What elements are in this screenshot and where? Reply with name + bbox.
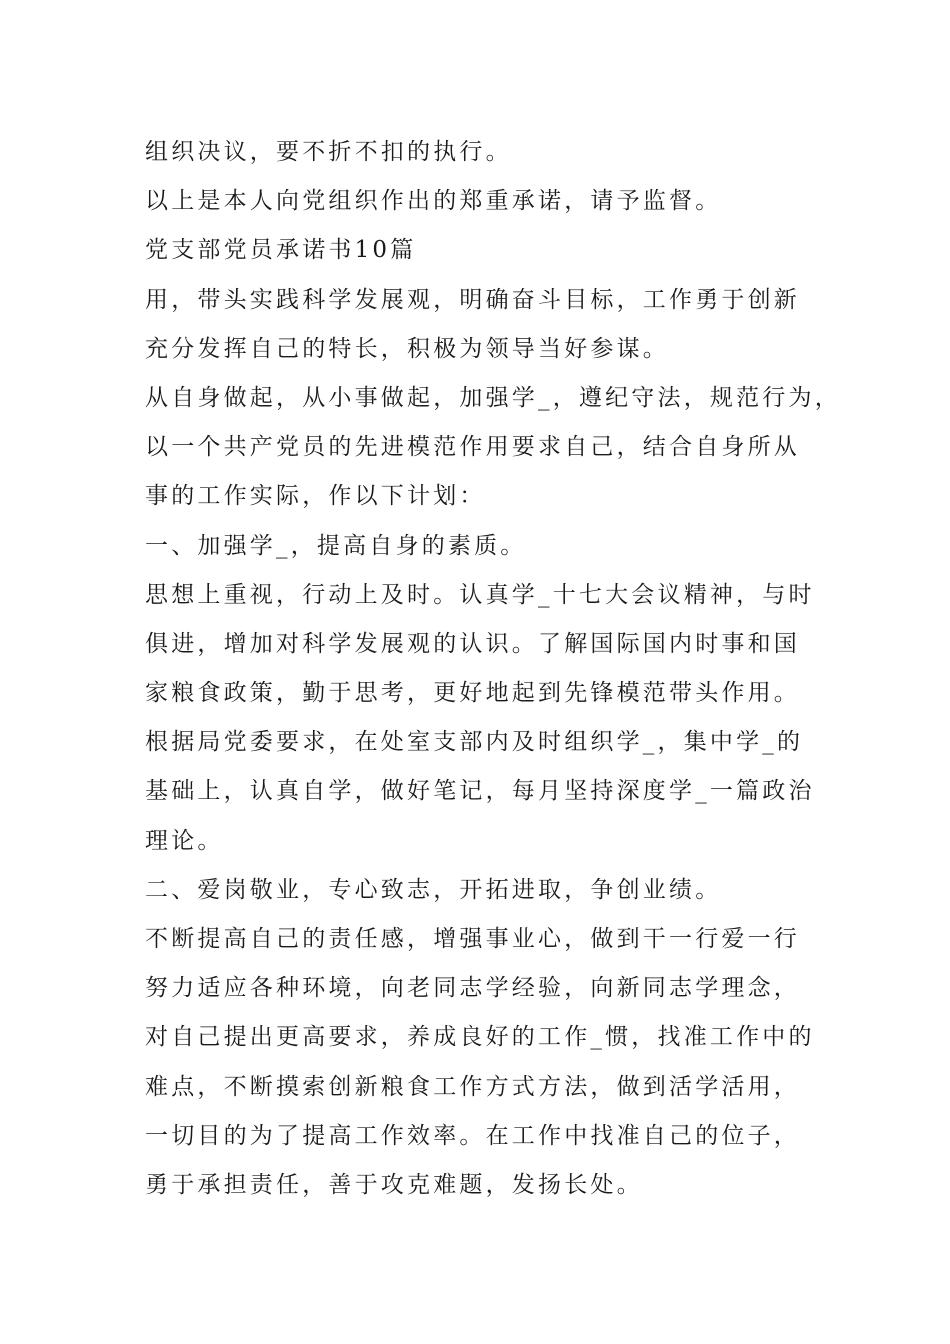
body-line: 难点，不断摸索创新粮食工作方式方法，做到活学活用， <box>145 1073 800 1100</box>
body-line: 以一个共产党员的先进模范作用要求自己，结合自身所从 <box>145 434 800 461</box>
body-line: 俱进，增加对科学发展观的认识。了解国际国内时事和国 <box>145 630 800 657</box>
body-line: 事的工作实际，作以下计划： <box>145 483 486 510</box>
body-line: 对自己提出更高要求，养成良好的工作_惯，找准工作中的 <box>145 1024 815 1051</box>
body-line: 勇于承担责任，善于攻克难题，发扬长处。 <box>145 1171 643 1198</box>
list-heading: 一、加强学_，提高自身的素质。 <box>145 532 527 559</box>
body-line: 组织决议，要不折不扣的执行。 <box>145 139 512 165</box>
body-line: 不断提高自己的责任感，增强事业心，做到干一行爱一行 <box>145 926 800 952</box>
body-line: 用，带头实践科学发展观，明确奋斗目标，工作勇于创新 <box>145 286 800 313</box>
list-heading: 二、爱岗敬业，专心致志，开拓进取，争创业绩。 <box>145 876 722 903</box>
body-line: 一切目的为了提高工作效率。在工作中找准自己的位子， <box>145 1122 800 1149</box>
section-heading: 党支部党员承诺书10篇 <box>145 237 417 264</box>
body-line: 理论。 <box>145 827 224 854</box>
body-line: 努力适应各种环境，向老同志学经验，向新同志学理念， <box>145 975 800 1002</box>
body-line: 根据局党委要求，在处室支部内及时组织学_，集中学_的 <box>145 729 804 756</box>
body-line: 从自身做起，从小事做起，加强学_，遵纪守法，规范行为， <box>145 384 841 411</box>
body-line: 基础上，认真自学，做好笔记，每月坚持深度学_一篇政治 <box>145 778 815 805</box>
body-line: 思想上重视，行动上及时。认真学_十七大会议精神，与时 <box>145 581 815 608</box>
body-line: 家粮食政策，勤于思考，更好地起到先锋模范带头作用。 <box>145 680 800 707</box>
body-line: 以上是本人向党组织作出的郑重承诺，请予监督。 <box>145 188 722 215</box>
body-line: 充分发挥自己的特长，积极为领导当好参谋。 <box>145 335 669 362</box>
document-body <box>145 128 841 1210</box>
